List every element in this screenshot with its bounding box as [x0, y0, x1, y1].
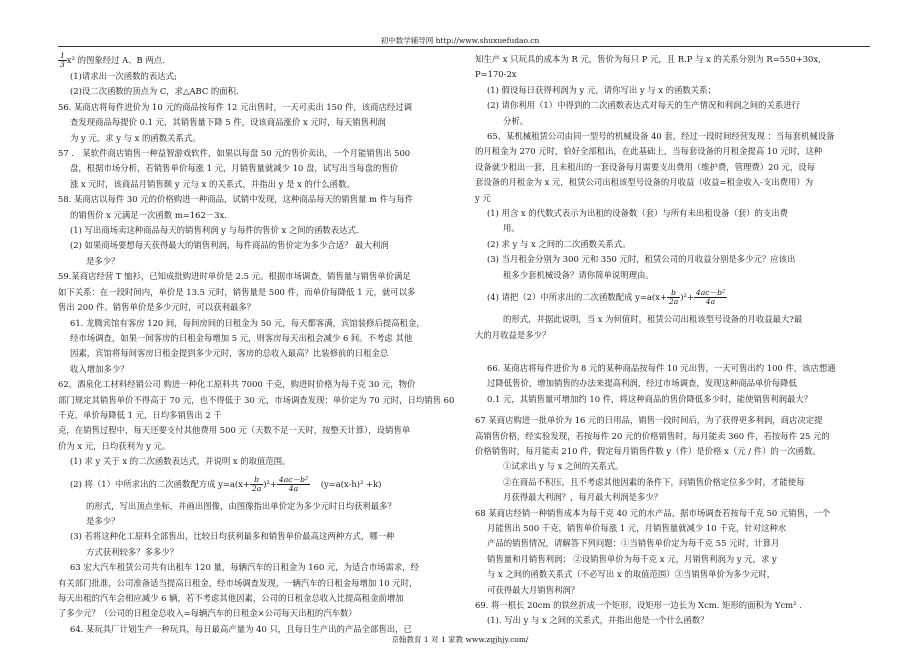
text-line: 是多少？	[86, 515, 120, 526]
text-line: (3) 若将这种化工原料全部售出，比较日均获利最多和销售单价最高这两种方式，哪一种	[70, 531, 395, 542]
text-line: $\frac{1}{3}$ x² 的图象经过 A、B 两点.	[60, 51, 165, 69]
text-line: (1) 假设每日获得利润为 y 元，请你写出 y 与 x 的函数关系；	[487, 84, 716, 95]
page-header: 初中数学辅导网 http://www.shuxuefudao.cn	[380, 36, 540, 45]
problem-64: 64. 某玩具厂计划生产一种玩具，每日最高产量为 40 只，且每日生产出的产品全部售出，已	[70, 623, 412, 634]
text-line: (1) 写出商场卖这种商品每天的销售利润 y 与每件的售价 x 之间的函数表达式.	[70, 225, 359, 236]
text-line: ②在商品不积压，且不考虑其他因素的条件下，问销售价格定位多少时，才能使每	[503, 476, 805, 487]
text-line: 租多少套机械设备？请你简单说明理由。	[503, 269, 654, 280]
text-line: 知生产 x 只玩具的成本为 R 元，售价为每只 P 元，且 R.P 与 x 的关系分别为 R=550+30x,	[475, 54, 821, 64]
text-line: 售出 200 件。销售单价是多少元时，可以获利最多？	[58, 302, 256, 313]
text-line: 部门规定其销售单价不得高于 70 元，也不得低于 30 元，市场调查发现：单价定为 70 元时，日均销售 60 千克，单价每降低 1 元，日均多销售出 2 千	[58, 394, 455, 420]
text-line: P=170-2x	[475, 69, 517, 80]
text-line: (1) 求 y 关于 x 的二次函数表达式，并说明 x 的取值范围。	[70, 456, 291, 467]
right-column	[475, 52, 875, 629]
formula-line: (2) 将（1）中所求出的二次函数配方成 y=a(x+ $\frac{b}{2a}$ )²+ $\frac{\text{4ac－b²}}{4a}$ (y=a(x-h)² +k)	[70, 474, 382, 493]
text-line: 过降低售价，增加销售的办法来提高利润，经过市场调查，发现这种商品单价每降低	[487, 378, 797, 389]
fraction: $\frac{\text{4ac－b²}}{4a}$	[278, 474, 309, 493]
text-line: 与 x 之间的函数关系式（不必写出 x 的取值范围）③当销售单价为多少元时，	[487, 569, 776, 580]
problem-63: 63 宏大汽车租赁公司共有出租车 120 量，每辆汽车的日租金为 160 元，为适合市场需求，经	[70, 562, 420, 573]
text-line: 有关部门批准，公司准备适当提高日租金，经市场调查发现，一辆汽车的日租金每增加 10 元时，	[58, 577, 418, 588]
text-line: (1)请求出一次函数的表达式;	[70, 71, 177, 81]
text-line: (1). 写出 y 与 x 之间的关系式，并指出他是一个什么函数？	[487, 615, 709, 626]
text-line: 每天出租的汽车会相应减少 6 辆，若不考虑其他因素，公司的日租金总收入比提高租金前增加	[58, 593, 404, 603]
text-line: (2) 请你利用（1）中得到的二次函数表达式对每天的生产情况和利润之间的关系进行	[487, 100, 800, 111]
fraction: $\frac{b}{2a}$	[251, 474, 262, 493]
fraction: $\frac{b}{2a}$	[668, 288, 679, 307]
text-line: 月能售出 500 千克，销售单价每涨 1 元，月销售量就减少 10 千克，针对这种水	[487, 522, 787, 533]
text-line: 了多少元？（公司的日租金总收入=每辆汽车的日租金×公司每天出租的汽车数）	[58, 608, 357, 619]
text-line: 克，在销售过程中，每天还要支付其他费用 500 元（天数不足一天时，按整天计算），设销售单	[58, 425, 411, 436]
text-line: 如下关系：在一段时间内，单价是 13.5 元时，销售量是 500 件，而单价每降低 1 元，就可以多	[58, 286, 416, 297]
text-line: 的销售价 x 元满足一次函数 m=162－3x.	[70, 209, 227, 220]
text-line: 因素，宾馆将每间客房日租金提到多少元时，客房的总收入最高？比装修前的日租金总	[70, 348, 389, 359]
text-line: 方式获利较多？多多少？	[86, 546, 179, 557]
problem-69: 69. 将一根长 20cm 的铁丝折成一个矩形，设矩形一边长为 Xcm. 矩形的面积为 Ycm² .	[475, 600, 802, 610]
text-line: 高销售价格，经实验发现，若按每件 20 元的价格销售时，每月能卖 360 件，若按每件 25 元的	[475, 430, 830, 441]
text-line: 分析。	[503, 115, 529, 126]
text-line: 的形式，写出顶点坐标，并画出图像，由图像指出单价定为多少元时日均获利最多？	[86, 500, 396, 511]
text-line: 经市场调查，如果一间客房的日租金每增加 5 元，则客房每天出租会减少 6 间。不考虑 其他	[70, 332, 413, 343]
problem-56: 56. 某商店将每件进价为 10 元的商品按每件 12 元出售时，一天可卖出 150 件，该商店经过调	[58, 101, 413, 112]
problem-62: 62。酒泉化工材料经销公司 购进一种化工原料共 7000 千克，购进时价格为每千克 30 元，物价	[58, 379, 416, 390]
text-line: 涨 x 元时，该商品月销售额 y 元与 x 的关系式，并指出 y 是 x 的什么函数。	[70, 178, 355, 189]
text-line: 可获得最大月销售利润？	[487, 584, 580, 595]
fraction: $\frac{\text{4ac－b²}}{4a}$	[695, 288, 726, 307]
text-line: 0.1 元，其销售量可增加约 10 件，将这种商品的售价降低多少时，能使销售利润最大？	[487, 393, 813, 404]
text-line: ①试求出 y 与 x 之间的关系式。	[503, 461, 624, 472]
text-line: 的形式，并据此说明，当 x 为何值时，租赁公司出租该型号设备的月收益最大?最	[503, 314, 803, 325]
problem-66: 66. 某商店将每件进价为 8 元的某种商品按每件 10 元出售，一天可售出约 100 件，该店想通	[487, 362, 836, 373]
text-line: (3) 当月租金分别为 300 元和 350 元时，租赁公司的月收益分别是多少元？应该出	[487, 254, 796, 265]
formula-line: (4) 请把（2）中所求出的二次函数配成 y=a(x+ $\frac{b}{2a}$ )²+ $\frac{\text{4ac－b²}}{4a}$	[487, 288, 726, 307]
text-line: 套设备的月租金为 x 元，租赁公司出租该型号设备的月收益（收益=租金收入-支出费用）为	[475, 177, 814, 188]
text-line: 查发现商品每提价 0.1 元，其销售量下降 5 件，设该商品涨价 x 元时，每天销售利润	[70, 117, 386, 128]
text-line: 销售量和月销售利润； ②设销售单价为每千克 x 元，月销售利润为 y 元，求 y	[487, 553, 777, 564]
text-line: 的月租金为 270 元时，恰好全部租出，在此基础上，当每套设备的月租金提高 10 元时，这种	[475, 146, 823, 157]
text-line: (2) 如果商场要想每天获得最大的销售利润，每件商品的售价定为多少合适？ 最大利润	[70, 240, 389, 251]
page-footer: 京翰教育 1 对 1 家教 www.zgjhjy.com/	[391, 635, 529, 644]
problem-57: 57 ． 某软件商店销售一种益智游戏软件，如果以每盘 50 元的售价卖出，一个月能销售出 500	[58, 148, 411, 159]
text-line: 月获得最大利润？，每月最大利润是多少？	[503, 492, 663, 503]
text-line: 价为 x 元，日均获利为 y 元。	[58, 440, 171, 451]
text-line: 价格销售时，每月能卖 210 件，假定每月销售件数 y（件）是价格 x（元 / 件）的一次函数。	[475, 445, 821, 456]
problem-68: 68 某商店经销一种销售成本为每千克 40 元的水产品，据市场调查若按每千克 50 元销售，一个	[475, 507, 831, 518]
problem-61: 61. 龙腾宾馆有客房 120 间，每间房间的日租金为 50 元，每天都客满，宾馆装修后提高租金，	[70, 317, 425, 328]
text-line: 大的月收益是多少？	[475, 329, 551, 340]
left-column	[58, 52, 463, 637]
text-line: (2)设二次函数的顶点为 C，求△ABC 的面积.	[70, 86, 239, 97]
text-line: 设备就少租出一套，且未租出的一套设备每月需要支出费用（维护费，管理费）20 元，设每	[475, 161, 815, 172]
text-line: 盘，根据市场分析，若销售单价每涨 1 元，月销售量就减少 10 盘，试写出当每盘的售价	[70, 163, 399, 174]
text-line: (2) 求 y 与 x 之间的二次函数关系式。	[487, 238, 631, 249]
text-line: (1) 用含 x 的代数式表示为出租的设备数（套）与所有未出租设备（套）的支出费	[487, 208, 788, 219]
problem-65: 65、某机械租赁公司由同一型号的机械设备 40 套，经过一段时间经营发现 ：当每套机械设备	[487, 131, 835, 142]
header-rule	[58, 46, 870, 47]
fraction: $\frac{1}{3}$	[60, 51, 65, 69]
problem-67: 67 某商店购进一批单价为 16 元的日用品，销售一段时间后，为了获得更多利润，商店决定提	[475, 415, 823, 426]
problem-58: 58. 某商店以每件 30 元的价格购进一种商品，试销中发现，这种商品每天的销售量 m 件与每件	[58, 194, 414, 205]
text-line: 收入增加多少？	[70, 363, 129, 374]
text-line: 产品的销售情况，请解答下列问题：①当销售单价定为每千克 55 元时，计算月	[487, 538, 780, 549]
text-line: 用。	[503, 223, 520, 234]
text-line: y 元	[475, 192, 491, 203]
problem-59: 59.某商店经营 T 恤衫，已知成批购进时单价是 2.5 元。根据市场调查，销售量与销售单价满足	[58, 271, 411, 282]
text-line: 为 y 元，求 y 与 x 的函数关系式。	[70, 132, 201, 143]
text-line: 是多少？	[86, 255, 120, 266]
